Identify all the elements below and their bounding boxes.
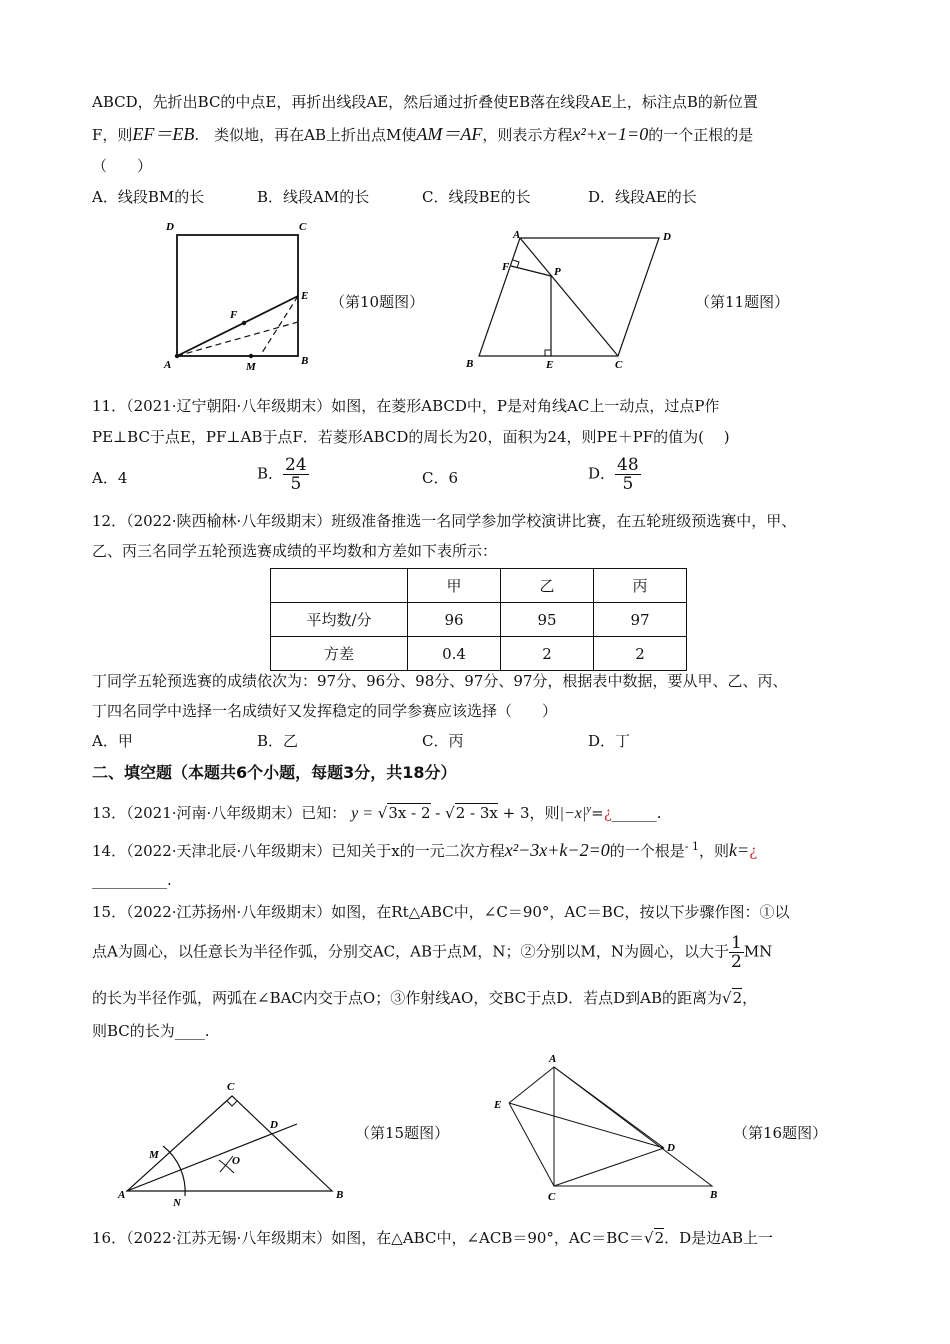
q13-radicand-2: 2 - 3x [455, 804, 498, 822]
q13-y-eq: y = [351, 805, 373, 822]
table-cell: 0.4 [408, 637, 501, 671]
q11-option-b [257, 456, 309, 493]
q12-line1: 12．（2022·陕西榆林·八年级期末）班级准备推选一名同学参加学校演讲比赛，在五轮班级预选赛中，甲、 [92, 512, 797, 530]
q15-line1: 15．（2022·江苏扬州·八年级期末）如图，在Rt△ABC中，∠C＝90°，AC＝BC，按以下步骤作图：①以 [92, 903, 790, 921]
q14-line [92, 837, 757, 861]
q10-label-m: M [246, 361, 256, 373]
q11-figure-caption: （第11题图） [695, 293, 790, 311]
q16-figure [488, 1050, 728, 1210]
q13-mid: ，则 [529, 804, 560, 822]
q10-point-f [242, 321, 246, 325]
q14-prefix: 14．（2022·天津北辰·八年级期末）已知关于x的一元二次方程 [92, 842, 505, 860]
q10-fold-dashed-1 [177, 322, 298, 356]
q15-line3-prefix: 的长为半径作弧，两弧在∠BAC内交于点O；③作射线AO，交BC于点D．若点D到AB的距离为 [92, 989, 723, 1007]
q15-line3-suffix: ， [742, 989, 758, 1007]
q10-square [177, 235, 298, 356]
q13-eq: = [591, 804, 604, 822]
q13-radical-1: √3x - 2 [377, 804, 431, 822]
q15-label-o: O [232, 1155, 240, 1167]
q15-half-numerator: 1 [730, 933, 742, 953]
q11-label-e: E [546, 359, 554, 371]
q13-red-mark: ¿ [603, 804, 612, 822]
q13-radical-2: √2 - 3x [445, 804, 498, 822]
q15-figure [115, 1072, 355, 1212]
q10-line2a: F，则 [92, 126, 133, 144]
table-cell: 97 [594, 603, 687, 637]
table-cell: 2 [594, 637, 687, 671]
table-cell: 平均数/分 [271, 603, 408, 637]
q12-stats-table [270, 568, 687, 671]
q16-label-a: A [549, 1053, 557, 1065]
q11-right-angle-e [545, 350, 551, 356]
q16-figure-caption: （第16题图） [733, 1124, 828, 1142]
q10-line1: ABCD，先折出BC的中点E，再折出线段AE，然后通过折叠使EB落在线段AE上，标注点B的新位置 [92, 93, 758, 111]
q15-label-d: D [270, 1119, 278, 1131]
q10-figure-caption: （第10题图） [330, 293, 425, 311]
q12-option-d: D．丁 [588, 732, 631, 750]
q16-sqrt2-radicand: 2 [654, 1229, 665, 1247]
q16-segment-ae [509, 1067, 554, 1103]
table-cell: 2 [501, 637, 594, 671]
q14-blank: __________. [92, 871, 172, 889]
table-header-cell: 丙 [594, 569, 687, 603]
q16-sqrt2: √2 [644, 1229, 665, 1247]
q16-label-b: B [710, 1189, 718, 1201]
q15-line2 [92, 934, 772, 971]
q14-root: - 1 [684, 840, 699, 853]
q11-option-d-denominator: 5 [622, 474, 634, 494]
q14-red-mark: ¿ [749, 842, 758, 860]
q16-suffix: ．D是边AB上一 [664, 1229, 774, 1247]
q16-label-e: E [494, 1099, 502, 1111]
q15-line2-prefix: 点A为圆心，以任意长为半径作弧，分别交AC，AB于点M，N；②分别以M，N为圆心，以大于 [92, 942, 729, 961]
table-cell: 96 [408, 603, 501, 637]
q14-equation: x²−3x+k−2=0 [504, 840, 610, 860]
q10-option-a: A．线段BM的长 [92, 188, 205, 206]
q11-label-a: A [513, 229, 521, 241]
q10-figure [160, 218, 330, 378]
q11-line2: PE⊥BC于点E，PF⊥AB于点F．若菱形ABCD的周长为20，面积为24，则PE＋PF的值为( ) [92, 428, 730, 446]
table-header-cell: 乙 [501, 569, 594, 603]
q11-option-c: C．6 [422, 469, 459, 487]
q16-segment-ad [554, 1067, 664, 1148]
q16-segment-ed [509, 1103, 664, 1148]
q15-half-fraction [729, 934, 744, 971]
q10-label-d: D [166, 221, 174, 233]
q15-line4: 则BC的长为____. [92, 1022, 210, 1040]
q13-power: y [586, 803, 592, 815]
q12-option-c: C．丙 [422, 732, 464, 750]
table-header-cell: 甲 [408, 569, 501, 603]
q13-minus: - [435, 804, 441, 822]
q10-label-c: C [299, 221, 307, 233]
q10-option-b: B．线段AM的长 [257, 188, 370, 206]
q15-figure-caption: （第15题图） [355, 1124, 450, 1142]
q10-math-ef-eb: EF＝EB [132, 124, 195, 144]
q15-label-c: C [227, 1081, 235, 1093]
q10-point-m [249, 354, 253, 358]
q11-option-d [588, 456, 641, 493]
table-row [271, 637, 687, 671]
q14-then: ，则 [698, 842, 729, 860]
q14-k-eq: k= [728, 840, 750, 860]
q16-segment-cd [554, 1148, 664, 1186]
q15-half-denominator: 2 [730, 952, 742, 972]
q13-blank: ______. [611, 804, 662, 822]
q15-sqrt2: √2 [722, 989, 743, 1007]
q11-option-b-numerator: 24 [285, 455, 307, 475]
q15-label-m: M [149, 1149, 159, 1161]
q13-line [92, 799, 662, 824]
q10-line2 [92, 124, 753, 145]
q12-option-a: A．甲 [92, 732, 133, 750]
q16-label-c: C [548, 1191, 556, 1203]
q15-label-n: N [173, 1197, 181, 1209]
q12-line3: 丁同学五轮预选赛的成绩依次为：97分、96分、98分、97分、97分，根据表中数据，要从甲、乙、丙、 [92, 672, 788, 690]
q10-line2d: 的一个正根的是 [648, 126, 754, 144]
q10-equation: x²+x−1=0 [572, 124, 649, 144]
table-row [271, 603, 687, 637]
q10-segment-ae [177, 296, 298, 356]
q10-line2b: . 类似地，再在AB上折出点M使 [194, 126, 417, 144]
q11-label-d: D [663, 231, 671, 243]
q11-option-d-fraction [615, 456, 641, 493]
q16-line1 [92, 1228, 773, 1248]
q15-right-angle-c [227, 1101, 237, 1106]
q10-option-c: C．线段BE的长 [422, 188, 531, 206]
q11-option-a: A．4 [92, 469, 128, 487]
section-2-title: 二、填空题（本题共6个小题，每题3分，共18分） [92, 763, 457, 782]
q10-math-am-af: AM＝AF [416, 124, 483, 144]
q15-line2-suffix: MN [743, 942, 773, 961]
q12-option-b: B．乙 [257, 732, 299, 750]
q10-label-f: F [230, 309, 238, 321]
q11-option-b-fraction [283, 456, 309, 493]
q10-label-b: B [301, 355, 309, 367]
q11-label-c: C [615, 359, 623, 371]
q15-triangle [127, 1096, 332, 1191]
q15-label-a: A [118, 1189, 126, 1201]
table-cell: 95 [501, 603, 594, 637]
q10-point-a [175, 354, 179, 358]
q11-label-p: P [554, 266, 561, 278]
q10-paren: （ ） [92, 157, 153, 175]
q13-plus3: + 3 [502, 804, 530, 822]
q11-diagonal-ac [520, 238, 618, 356]
q15-label-b: B [336, 1189, 344, 1201]
q12-line2: 乙、丙三名同学五轮预选赛成绩的平均数和方差如下表所示： [92, 542, 498, 560]
q10-line2c: ，则表示方程 [482, 126, 573, 144]
q15-line3 [92, 988, 757, 1008]
table-header-row [271, 569, 687, 603]
q11-option-b-denominator: 5 [290, 474, 302, 494]
q10-label-e: E [301, 290, 309, 302]
q14-mid: 的一个根是 [609, 842, 685, 860]
q12-line4: 丁四名同学中选择一名成绩好又发挥稳定的同学参赛应该选择（ ） [92, 702, 558, 720]
q11-line1: 11．（2021·辽宁朝阳·八年级期末）如图，在菱形ABCD中，P是对角线AC上一动点，过点P作 [92, 397, 720, 415]
q13-abs: |−x| [559, 805, 587, 822]
q11-figure [460, 226, 690, 376]
q15-arc-mn [163, 1146, 185, 1196]
table-cell: 方差 [271, 637, 408, 671]
q11-label-f: F [502, 261, 510, 273]
q15-sqrt2-radicand: 2 [732, 989, 743, 1007]
q16-segment-ec [509, 1103, 554, 1186]
q10-option-d: D．线段AE的长 [588, 188, 697, 206]
q13-radicand-1: 3x - 2 [388, 804, 431, 822]
q11-option-d-prefix: D． [588, 464, 616, 483]
q13-prefix: 13．（2021·河南·八年级期末）已知： [92, 804, 347, 822]
q11-option-b-prefix: B． [257, 464, 284, 483]
table-header-cell [271, 569, 408, 603]
q16-prefix: 16．（2022·江苏无锡·八年级期末）如图，在△ABC中，∠ACB＝90°，AC＝BC＝ [92, 1229, 645, 1247]
q16-label-d: D [667, 1142, 675, 1154]
q11-label-b: B [466, 358, 474, 370]
q10-label-a: A [164, 359, 172, 371]
q11-option-d-numerator: 48 [617, 455, 639, 475]
